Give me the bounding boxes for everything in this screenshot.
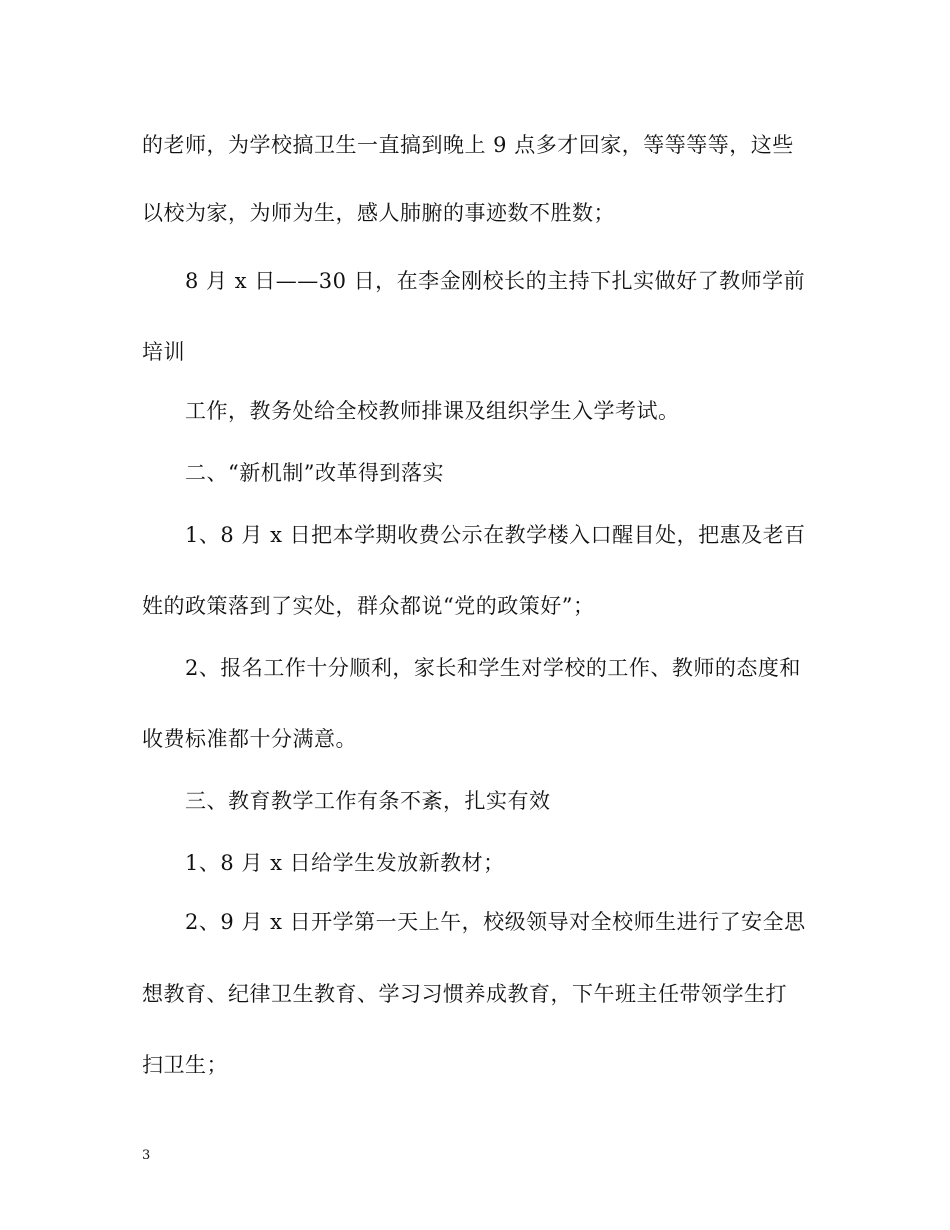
text-line-7: 1、8 月 x 日把本学期收费公示在教学楼入口醒目处，把惠及老百 (185, 523, 806, 547)
text-line-3: 8 月 x 日——30 日，在李金刚校长的主持下扎实做好了教师学前 (185, 269, 806, 293)
text-line-9: 2、报名工作十分顺利，家长和学生对学校的工作、教师的态度和 (185, 656, 801, 680)
text-line-12: 1、8 月 x 日给学生发放新教材； (185, 851, 505, 875)
text-line-10: 收费标准都十分满意。 (142, 727, 357, 751)
text-line-8: 姓的政策落到了实处，群众都说“党的政策好”； (142, 594, 595, 618)
section-heading-2: 二、“新机制”改革得到落实 (185, 461, 444, 485)
text-line-2: 以校为家，为师为生，感人肺腑的事迹数不胜数； (142, 201, 615, 225)
text-line-4: 培训 (142, 340, 185, 364)
text-line-1: 的老师，为学校搞卫生一直搞到晚上 9 点多才回家，等等等等，这些 (142, 133, 794, 157)
text-line-5: 工作，教务处给全校教师排课及组织学生入学考试。 (185, 399, 680, 423)
section-heading-3: 三、教育教学工作有条不紊，扎实有效 (185, 789, 551, 813)
text-line-13: 2、9 月 x 日开学第一天上午，校级领导对全校师生进行了安全思 (185, 910, 806, 934)
text-line-14: 想教育、纪律卫生教育、学习习惯养成教育，下午班主任带领学生打 (142, 982, 787, 1006)
text-line-15: 扫卫生； (142, 1053, 228, 1077)
page-number: 3 (142, 1148, 151, 1163)
